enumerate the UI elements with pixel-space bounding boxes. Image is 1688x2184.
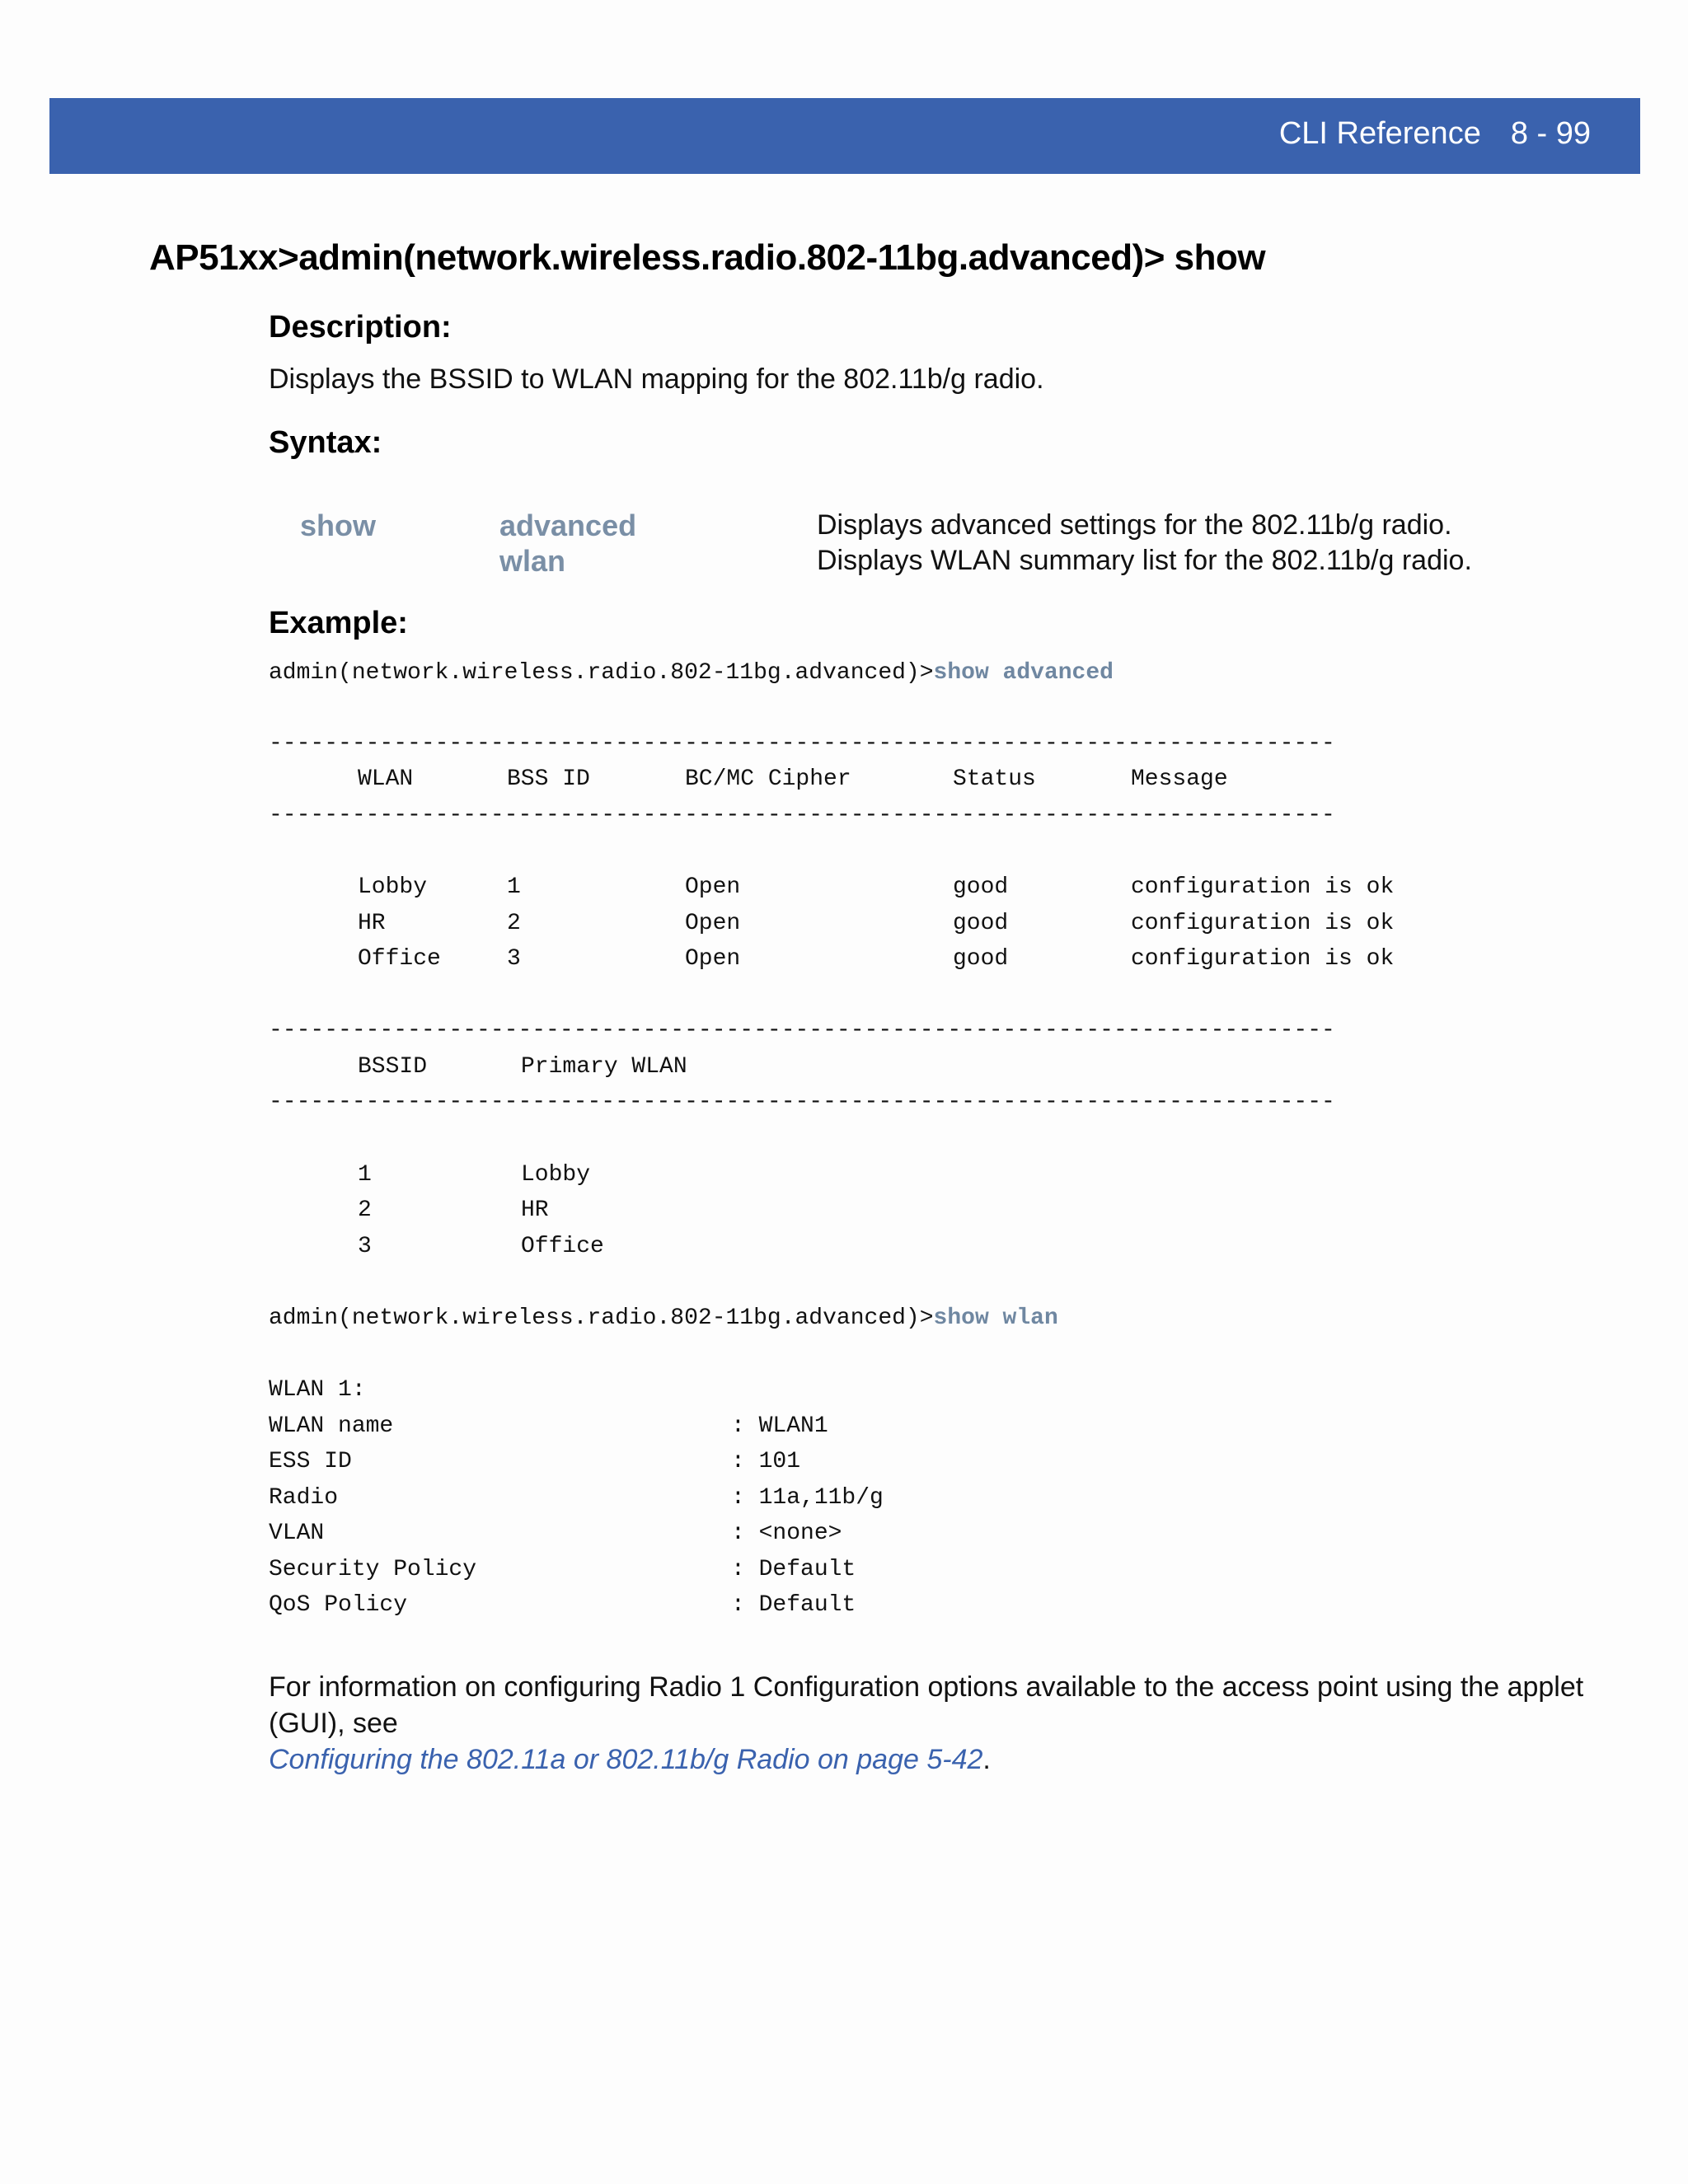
- separator-line: -----------------------------------------------------------------------------: [269, 731, 1335, 757]
- footer-text: For information on configuring Radio 1 Configuration options available to the access point using the applet (GUI), see: [269, 1671, 1584, 1739]
- example-command-line-1: [269, 660, 1114, 686]
- footer-paragraph: [269, 1669, 1620, 1778]
- table-cell: configuration is ok: [1131, 874, 1395, 900]
- syntax-option-advanced: advanced: [499, 509, 637, 542]
- table-cell: Open: [685, 874, 741, 900]
- wlan-field-value: : Default: [731, 1592, 856, 1618]
- table-cell: good: [953, 946, 1009, 972]
- separator-line: -----------------------------------------------------------------------------: [269, 803, 1335, 828]
- table-cell: HR: [358, 911, 386, 936]
- syntax-option-advanced-desc: Displays advanced settings for the 802.11b/g radio.: [817, 509, 1452, 541]
- syntax-option-wlan-desc: Displays WLAN summary list for the 802.11b/g radio.: [817, 545, 1472, 576]
- wlan-field-label: WLAN name: [269, 1413, 394, 1439]
- table-cell: Open: [685, 911, 741, 936]
- header-title: [1279, 116, 1591, 152]
- table-header: WLAN: [358, 766, 414, 792]
- wlan-field-label: Security Policy: [269, 1557, 477, 1582]
- wlan-field-label: ESS ID: [269, 1449, 352, 1474]
- wlan-title: WLAN 1:: [269, 1377, 366, 1403]
- table-cell: 1: [358, 1162, 372, 1188]
- cli-prompt: admin(network.wireless.radio.802-11bg.advanced)>: [269, 660, 934, 686]
- wlan-field-value: : <none>: [731, 1521, 842, 1546]
- description-heading: Description:: [269, 310, 452, 344]
- footer-period: .: [982, 1744, 991, 1775]
- table-header: BC/MC Cipher: [685, 766, 851, 792]
- example-command-line-2: [269, 1305, 1058, 1331]
- syntax-heading: Syntax:: [269, 425, 382, 460]
- cross-reference-link[interactable]: Configuring the 802.11a or 802.11b/g Radio on page 5-42: [269, 1744, 983, 1775]
- table-header: Primary WLAN: [521, 1054, 687, 1080]
- table-cell: 2: [358, 1197, 372, 1223]
- example-heading: Example:: [269, 606, 408, 640]
- cli-prompt: admin(network.wireless.radio.802-11bg.advanced)>: [269, 1305, 934, 1331]
- wlan-field-label: VLAN: [269, 1521, 325, 1546]
- wlan-field-value: : WLAN1: [731, 1413, 828, 1439]
- syntax-command: show: [300, 509, 377, 542]
- table-cell: 3: [507, 946, 521, 972]
- table-cell: 2: [507, 911, 521, 936]
- table-header: BSS ID: [507, 766, 590, 792]
- table-cell: configuration is ok: [1131, 946, 1395, 972]
- wlan-field-value: : 101: [731, 1449, 801, 1474]
- syntax-option-wlan: wlan: [499, 544, 566, 578]
- table-cell: Office: [521, 1234, 604, 1259]
- table-header: Status: [953, 766, 1036, 792]
- table-cell: 1: [507, 874, 521, 900]
- table-cell: Office: [358, 946, 441, 972]
- separator-line: -----------------------------------------------------------------------------: [269, 1018, 1335, 1043]
- table-cell: Open: [685, 946, 741, 972]
- wlan-field-label: QoS Policy: [269, 1592, 408, 1618]
- cli-command: show advanced: [933, 660, 1114, 686]
- table-header: Message: [1131, 766, 1228, 792]
- wlan-field-value: : Default: [731, 1557, 856, 1582]
- table-cell: good: [953, 911, 1009, 936]
- table-cell: Lobby: [521, 1162, 591, 1188]
- page-header-bar: [49, 98, 1640, 174]
- table-cell: Lobby: [358, 874, 428, 900]
- wlan-field-label: Radio: [269, 1485, 339, 1511]
- table-cell: configuration is ok: [1131, 911, 1395, 936]
- header-page-number: 8 - 99: [1510, 116, 1591, 151]
- separator-line: -----------------------------------------------------------------------------: [269, 1090, 1335, 1115]
- cli-command: show wlan: [933, 1305, 1058, 1331]
- table-header: BSSID: [358, 1054, 428, 1080]
- table-cell: good: [953, 874, 1009, 900]
- header-section: CLI Reference: [1278, 116, 1481, 151]
- wlan-field-value: : 11a,11b/g: [731, 1485, 884, 1511]
- command-heading: AP51xx>admin(network.wireless.radio.802-11bg.advanced)> show: [149, 237, 1266, 278]
- table-cell: 3: [358, 1234, 372, 1259]
- table-cell: HR: [521, 1197, 549, 1223]
- description-text: Displays the BSSID to WLAN mapping for the 802.11b/g radio.: [269, 363, 1044, 395]
